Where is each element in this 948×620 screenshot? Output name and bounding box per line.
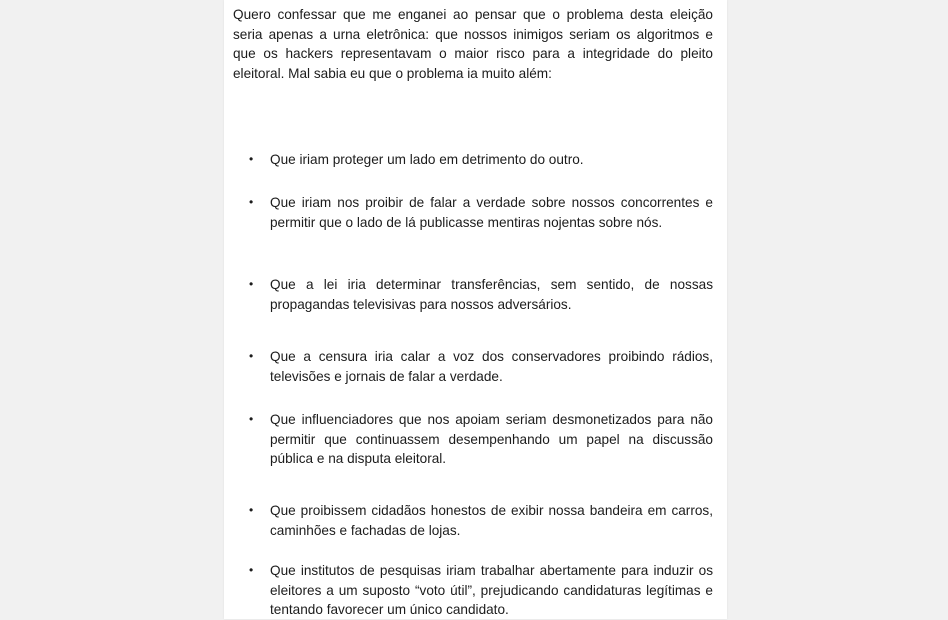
list-item xyxy=(249,347,713,386)
list-item xyxy=(249,193,713,232)
list-item xyxy=(249,410,713,469)
bullet-icon: • xyxy=(249,152,254,166)
bullet-icon: • xyxy=(249,195,254,209)
bullet-icon: • xyxy=(249,503,254,517)
bullet-icon: • xyxy=(249,412,254,426)
bullet-icon: • xyxy=(249,277,254,291)
list-item-text: Que iriam proteger um lado em detrimento do outro. xyxy=(270,152,584,167)
document-page xyxy=(224,0,727,619)
list-item-text: Que a censura iria calar a voz dos conservadores proibindo rádios, televisões e jornais de falar a verdade. xyxy=(270,349,713,384)
list-item-text: Que influenciadores que nos apoiam seriam desmonetizados para não permitir que continuassem desempenhando um papel na discussão pública e na disputa eleitoral. xyxy=(270,412,713,466)
list-item-text: Que iriam nos proibir de falar a verdade sobre nossos concorrentes e permitir que o lado de lá publicasse mentiras nojentas sobre nós. xyxy=(270,195,713,230)
list-item-text: Que a lei iria determinar transferências, sem sentido, de nossas propagandas televisivas para nossos adversários. xyxy=(270,277,713,312)
list-item-text: Que proibissem cidadãos honestos de exibir nossa bandeira em carros, caminhões e fachadas de lojas. xyxy=(270,503,713,538)
list-item xyxy=(249,150,713,170)
list-item-text: Que institutos de pesquisas iriam trabalhar abertamente para induzir os eleitores a um suposto “voto útil”, prejudicando candidaturas legítimas e tentando favorecer um único candidato. xyxy=(270,563,713,617)
list-item xyxy=(249,501,713,540)
list-item xyxy=(249,561,713,620)
list-item xyxy=(249,275,713,314)
document-body xyxy=(233,5,713,617)
bullet-icon: • xyxy=(249,349,254,363)
intro-paragraph: Quero confessar que me enganei ao pensar que o problema desta eleição seria apenas a urna eletrônica: que nossos inimigos seriam os algoritmos e que os hackers representavam o maior risco para a integridade do pleito eleitoral. Mal sabia eu que o problema ia muito além: xyxy=(233,7,713,81)
bullet-icon: • xyxy=(249,563,254,577)
